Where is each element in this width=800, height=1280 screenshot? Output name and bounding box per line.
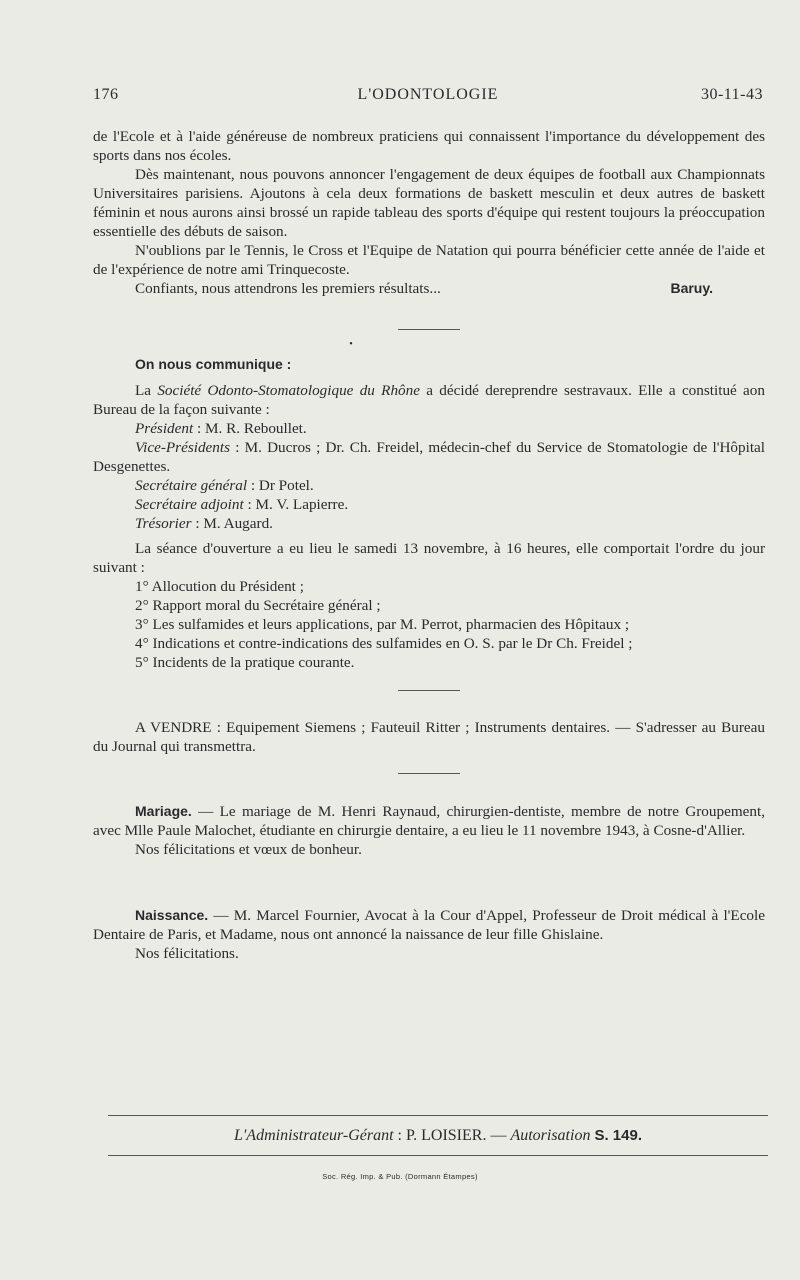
agenda-item: 5° Incidents de la pratique courante. (135, 654, 355, 671)
intro-pre: La (135, 382, 158, 399)
role-holder: : M. V. Lapierre. (243, 496, 349, 513)
page-number: 176 (93, 86, 119, 103)
footer-sep: : (393, 1127, 406, 1144)
role-label: Secrétaire adjoint (135, 496, 244, 513)
communique-heading (93, 355, 765, 374)
naissance-notice (93, 906, 765, 944)
printer-credit: Soc. Rég. Imp. & Pub. (Dormann Étampes) (322, 1172, 478, 1181)
role-label: Président (135, 420, 194, 437)
bureau-secretary-adjoint (93, 495, 765, 514)
agenda-item: 2° Rapport moral du Secrétaire général ; (135, 597, 381, 614)
footer-sep: — (486, 1127, 511, 1144)
role-label: Vice-Présidents (135, 439, 231, 456)
naissance-label: Naissance. (135, 907, 209, 923)
sports-paragraph-1: de l'Ecole et à l'aide généreuse de nombreux praticiens qui connaissent l'importance du développement des sports dans nos écoles. (93, 128, 765, 164)
bureau-treasurer (93, 514, 765, 533)
agenda-item: 4° Indications et contre-indications des sulfamides en O. S. par le Dr Ch. Freidel ; (135, 635, 633, 652)
bureau-vice-presidents (93, 438, 765, 476)
mariage-wishes: Nos félicitations et vœux de bonheur. (135, 841, 362, 858)
footer-role: L'Administrateur-Gérant (233, 1127, 394, 1144)
footer-authorisation: Autorisation (510, 1127, 591, 1144)
sports-closing: Confiants, nous attendrons les premiers résultats... (135, 280, 441, 297)
role-holder: : Dr Potel. (247, 477, 314, 494)
role-holder: : M. R. Reboullet. (193, 420, 307, 437)
naissance-text: — M. Marcel Fournier, Avocat à la Cour d'Appel, Professeur de Droit médical à l'Ecole Dentaire de Paris, et Madame, nous ont annoncé la naissance de leur fille Ghislaine. (93, 907, 765, 943)
communique-intro (93, 381, 765, 419)
mariage-label: Mariage. (135, 803, 192, 819)
agenda-item: 1° Allocution du Président ; (135, 578, 304, 595)
footer-rule-top (108, 1115, 768, 1116)
bullet-mark: • (349, 339, 353, 350)
author-signature: Baruy. (670, 280, 713, 296)
sports-paragraph-2: Dès maintenant, nous pouvons annoncer l'engagement de deux équipes de football aux Championnats Universitaires parisiens. Ajoutons à cela deux formations de baskett mesculin et deux autres de baskett féminin et nous aurons ainsi brossé un rapide tableau des sports d'équipe qui restent toujours la préoccupation essentielle des débuts de saison. (93, 166, 765, 240)
bureau-president (93, 419, 765, 438)
role-holder: : M. Augard. (191, 515, 273, 532)
running-header (93, 86, 763, 106)
for-sale-notice: A VENDRE : Equipement Siemens ; Fauteuil Ritter ; Instruments dentaires. — S'adresser au Bureau du Journal qui transmettra. (93, 719, 765, 755)
sports-paragraph-3: N'oublions par le Tennis, le Cross et l'Equipe de Natation qui pourra bénéficier cette année de l'aide et de l'expérience de notre ami Trinquecoste. (93, 242, 765, 278)
naissance-wishes: Nos félicitations. (135, 945, 239, 962)
agenda-item: 3° Les sulfamides et leurs applications, par M. Perrot, pharmacien des Hôpitaux ; (135, 616, 630, 633)
mariage-text: — Le mariage de M. Henri Raynaud, chirurgien-dentiste, membre de notre Groupement, avec Mlle Paule Malochet, étudiante en chirurgie dentaire, a eu lieu le 11 novembre 1943, à Cosne-d'Allier. (93, 803, 765, 839)
intro-post: a décidé dereprendre sestravaux. Elle a constitué aon Bureau de la façon suivante : (93, 382, 765, 418)
footer-authorisation-number: S. 149. (594, 1127, 642, 1144)
society-name: Société Odonto-Stomatologique du Rhône (157, 382, 420, 399)
communique-heading-text: On nous communique : (135, 356, 292, 372)
seance-paragraph: La séance d'ouverture a eu lieu le samedi 13 novembre, à 16 heures, elle comportait l'ordre du jour suivant : (93, 540, 765, 576)
bureau-secretary-general (93, 476, 765, 495)
role-holder: : M. Ducros ; Dr. Ch. Freidel, médecin-chef du Service de Stomatologie de l'Hôpital Desgenettes. (93, 439, 765, 475)
issue-date: 30-11-43 (700, 86, 763, 103)
mariage-notice (93, 802, 765, 840)
article-body (93, 127, 765, 963)
role-label: Secrétaire général (135, 477, 248, 494)
sports-paragraph-4 (93, 279, 765, 298)
journal-title: L'ODONTOLOGIE (357, 86, 499, 103)
footer-imprint (108, 1127, 768, 1145)
role-label: Trésorier (135, 515, 192, 532)
footer-name: P. LOISIER. (405, 1127, 487, 1144)
footer-rule-bottom (108, 1155, 768, 1156)
